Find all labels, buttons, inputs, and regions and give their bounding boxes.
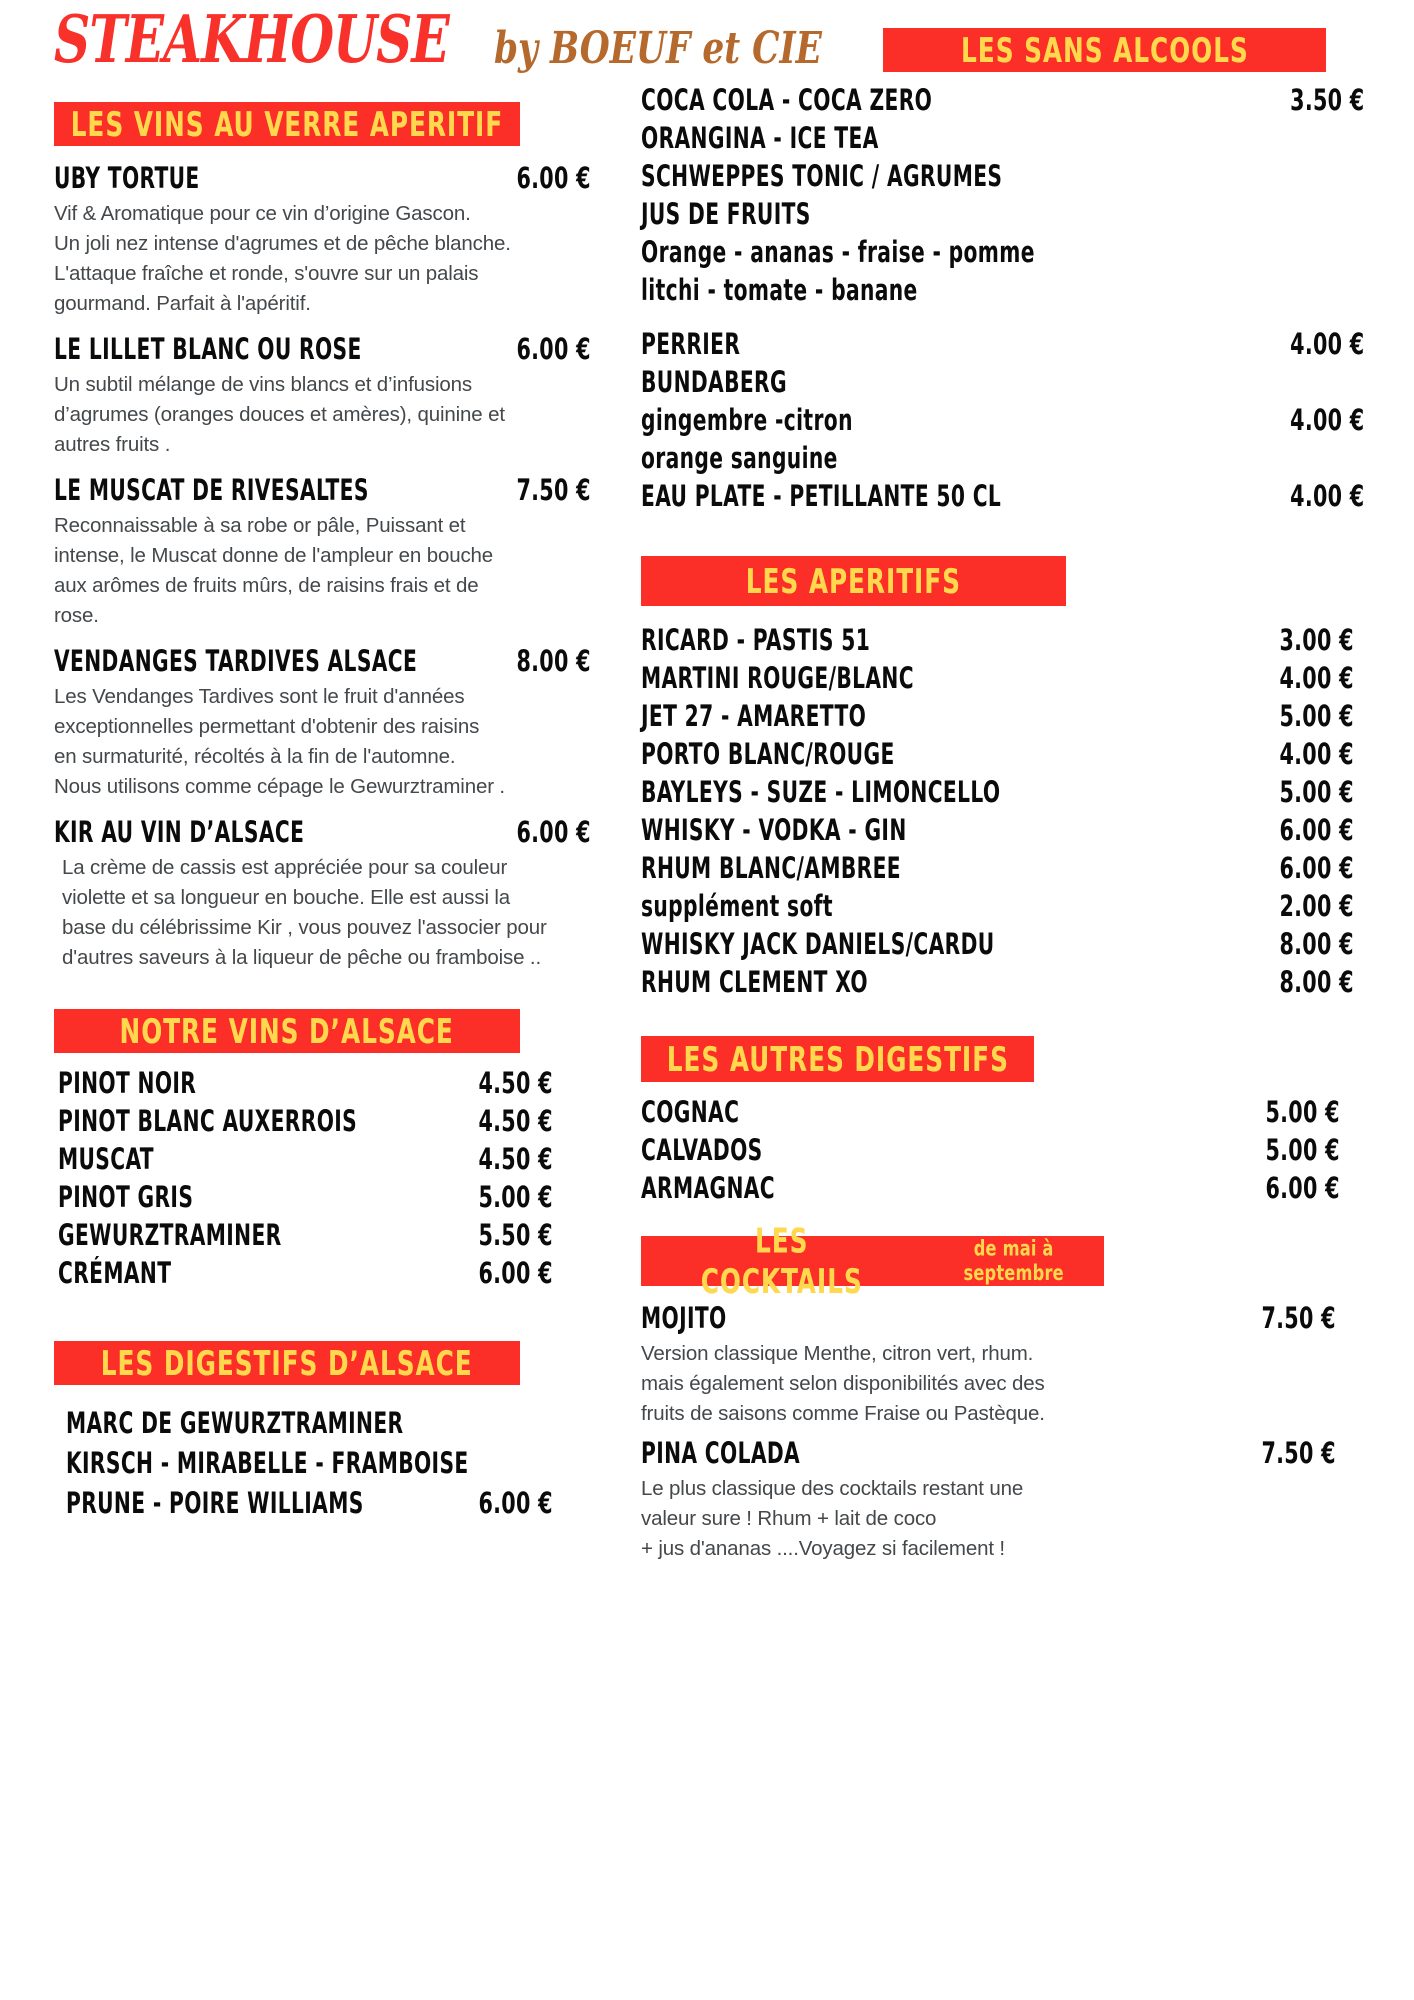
aperitifs-list	[635, 623, 1370, 1008]
item-price: 3.50 €	[1290, 83, 1365, 117]
item-price: 4.50 €	[478, 1142, 553, 1176]
item-name: ARMAGNAC	[641, 1171, 776, 1205]
item-name: PINOT BLANC AUXERROIS	[58, 1104, 358, 1138]
item-name: CALVADOS	[641, 1133, 763, 1167]
right-column	[635, 14, 1370, 2000]
menu-item-row	[58, 1142, 591, 1185]
cocktails-list	[635, 1301, 1370, 1564]
section-header-digestifs-alsace	[54, 1341, 520, 1385]
item-description: Un subtil mélange de vins blancs et d’infusions d’agrumes (oranges douces et amères), quinine et autres fruits .	[54, 373, 505, 456]
item-price: 6.00 €	[478, 1486, 553, 1520]
item-name: VENDANGES TARDIVES ALSACE	[54, 644, 418, 678]
item-price: 7.50 €	[1261, 1301, 1336, 1335]
item-name: MARTINI ROUGE/BLANC	[641, 661, 914, 695]
item-name: RHUM BLANC/AMBREE	[641, 851, 901, 885]
item-name: JUS DE FRUITS	[641, 197, 811, 231]
section-header-sans-alcools	[883, 28, 1326, 72]
item-name: CRÉMANT	[58, 1256, 172, 1290]
menu-item-row	[641, 159, 1370, 202]
section-title-text: NOTRE VINS D’ALSACE	[119, 1010, 455, 1052]
section-note-text: de mai à septembre	[963, 1236, 1064, 1286]
item-name: WHISKY - VODKA - GIN	[641, 813, 907, 847]
item-price: 3.00 €	[1279, 623, 1354, 657]
vins-au-verre-list	[46, 161, 591, 973]
item-price: 5.00 €	[1279, 699, 1354, 733]
menu-item-row	[54, 332, 591, 366]
item-name: litchi - tomate - banane	[641, 273, 918, 307]
section-title-text: LES VINS AU VERRE APERITIF	[70, 103, 504, 145]
item-price: 8.00 €	[1279, 927, 1354, 961]
item-name: supplément soft	[641, 889, 833, 923]
item-name: BAYLEYS - SUZE - LIMONCELLO	[641, 775, 1001, 809]
sans-alcools-list	[635, 83, 1370, 316]
item-price: 4.50 €	[478, 1104, 553, 1138]
item-description: Les Vendanges Tardives sont le fruit d'années exceptionnelles permettant d'obtenir des raisins en surmaturité, récoltés à la fin de l'automne. Nous utilisons comme cépage le Gewurztraminer .	[54, 685, 505, 798]
item-price: 6.00 €	[516, 161, 591, 195]
item-price: 4.00 €	[1290, 403, 1365, 437]
item-name: RICARD - PASTIS 51	[641, 623, 871, 657]
menu-item-row	[66, 1406, 591, 1451]
menu-item-row	[641, 1095, 1370, 1138]
item-name: PORTO BLANC/ROUGE	[641, 737, 895, 771]
item-price: 4.00 €	[1290, 327, 1365, 361]
menu-item-row	[641, 235, 1370, 278]
menu-item-row	[58, 1180, 591, 1223]
item-price: 6.00 €	[516, 332, 591, 366]
menu-item-row	[641, 623, 1370, 666]
item-price: 4.00 €	[1279, 661, 1354, 695]
digestifs-alsace-list	[46, 1406, 591, 1531]
item-name: LE MUSCAT DE RIVESALTES	[54, 473, 369, 507]
menu-item-row	[641, 273, 1370, 316]
sans-alcools-list-2	[635, 316, 1370, 522]
item-name: KIR AU VIN D’ALSACE	[54, 815, 305, 849]
item-name: COCA COLA - COCA ZERO	[641, 83, 933, 117]
item-price: 4.00 €	[1279, 737, 1354, 771]
item-price: 8.00 €	[1279, 965, 1354, 999]
section-header-cocktails	[641, 1220, 1104, 1302]
vins-alsace-list	[46, 1066, 591, 1299]
item-price: 7.50 €	[1261, 1436, 1336, 1470]
menu-item-row	[54, 815, 591, 849]
section-title-text: LES SANS ALCOOLS	[960, 29, 1249, 71]
item-name: GEWURZTRAMINER	[58, 1218, 282, 1252]
section-title-text: LES DIGESTIFS D’ALSACE	[101, 1342, 473, 1384]
menu-item-row	[641, 851, 1370, 894]
menu-item-row	[641, 479, 1370, 522]
item-name: MOJITO	[641, 1301, 727, 1335]
item-name: EAU PLATE - PETILLANTE 50 CL	[641, 479, 1002, 513]
item-description: Le plus classique des cocktails restant une valeur sure ! Rhum + lait de coco + jus d'ananas ....Voyagez si facilement !	[641, 1477, 1024, 1560]
item-description: Reconnaissable à sa robe or pâle, Puissant et intense, le Muscat donne de l'ampleur en bouche aux arômes de fruits mûrs, de raisins frais et de rose.	[54, 514, 494, 627]
menu-item-row	[641, 775, 1370, 818]
item-name: orange sanguine	[641, 441, 838, 475]
menu-item-row	[641, 121, 1370, 164]
menu-item-row	[641, 813, 1370, 856]
item-name: LE LILLET BLANC OU ROSE	[54, 332, 362, 366]
item-price: 5.00 €	[1265, 1133, 1340, 1167]
menu-item-row	[641, 403, 1370, 446]
brand-title	[46, 0, 823, 88]
item-name: COGNAC	[641, 1095, 740, 1129]
item-name: PINA COLADA	[641, 1436, 801, 1470]
wine-item-block	[46, 644, 591, 802]
menu-item-row	[641, 889, 1370, 932]
item-price: 5.00 €	[1279, 775, 1354, 809]
menu-item-row	[641, 197, 1370, 240]
menu-item-row	[641, 1436, 1370, 1470]
wine-item-block	[46, 332, 591, 460]
item-name: PRUNE - POIRE WILLIAMS	[66, 1486, 364, 1520]
item-price: 5.00 €	[1265, 1095, 1340, 1129]
section-title-text: LES APERITIFS	[745, 560, 962, 602]
brand-main-text: STEAKHOUSE	[54, 0, 449, 78]
menu-item-row	[641, 1171, 1370, 1214]
wine-item-block	[46, 161, 591, 319]
menu-item-row	[641, 699, 1370, 742]
item-price: 6.00 €	[1279, 813, 1354, 847]
menu-item-row	[66, 1446, 591, 1491]
item-name: SCHWEPPES TONIC / AGRUMES	[641, 159, 1003, 193]
menu-item-row	[54, 644, 591, 678]
item-price: 6.00 €	[1265, 1171, 1340, 1205]
menu-item-row	[641, 365, 1370, 408]
item-price: 8.00 €	[516, 644, 591, 678]
item-name: BUNDABERG	[641, 365, 787, 399]
menu-item-row	[641, 737, 1370, 780]
item-price: 6.00 €	[478, 1256, 553, 1290]
section-title-text: LES COCKTAILS	[700, 1220, 863, 1302]
menu-item-row	[641, 441, 1370, 484]
item-price: 2.00 €	[1279, 889, 1354, 923]
menu-item-row	[641, 327, 1370, 370]
item-price: 6.00 €	[516, 815, 591, 849]
section-header-aperitifs	[641, 556, 1066, 606]
item-name: MARC DE GEWURZTRAMINER	[66, 1406, 404, 1440]
menu-item-row	[54, 473, 591, 507]
item-price: 5.00 €	[478, 1180, 553, 1214]
wine-item-block	[46, 473, 591, 631]
wine-item-block	[46, 815, 591, 973]
menu-item-row	[58, 1218, 591, 1261]
menu-item-row	[641, 1301, 1370, 1335]
item-name: KIRSCH - MIRABELLE - FRAMBOISE	[66, 1446, 469, 1480]
item-price: 7.50 €	[516, 473, 591, 507]
item-description: La crème de cassis est appréciée pour sa couleur violette et sa longueur en bouche. Elle est aussi la base du célébrissime Kir , vous pouvez l'associer pour d'autres saveurs à la liqueur de pêche ou framboise ..	[62, 856, 547, 969]
item-name: RHUM CLEMENT XO	[641, 965, 868, 999]
item-name: PERRIER	[641, 327, 741, 361]
item-name: PINOT NOIR	[58, 1066, 197, 1100]
section-header-autres-digestifs	[641, 1036, 1034, 1082]
cocktail-item-block	[635, 1436, 1370, 1564]
menu-item-row	[641, 965, 1370, 1008]
section-header-notre-vins-alsace	[54, 1009, 520, 1053]
menu-item-row	[641, 1133, 1370, 1176]
item-name: Orange - ananas - fraise - pomme	[641, 235, 1035, 269]
brand-sub-text: by BOEUF et CIE	[494, 21, 823, 74]
autres-digestifs-list	[635, 1095, 1370, 1214]
item-name: ORANGINA - ICE TEA	[641, 121, 879, 155]
section-title-text: LES AUTRES DIGESTIFS	[666, 1038, 1009, 1080]
item-name: gingembre -citron	[641, 403, 853, 437]
menu-item-row	[54, 161, 591, 195]
cocktail-item-block	[635, 1301, 1370, 1429]
menu-item-row	[58, 1066, 591, 1109]
item-price: 6.00 €	[1279, 851, 1354, 885]
menu-item-row	[641, 927, 1370, 970]
item-price: 4.50 €	[478, 1066, 553, 1100]
item-name: UBY TORTUE	[54, 161, 200, 195]
item-name: WHISKY JACK DANIELS/CARDU	[641, 927, 995, 961]
menu-item-row	[66, 1486, 591, 1531]
menu-item-row	[641, 83, 1370, 126]
item-name: MUSCAT	[58, 1142, 154, 1176]
item-description: Version classique Menthe, citron vert, rhum. mais également selon disponibilités avec des fruits de saisons comme Fraise ou Pastèque.	[641, 1342, 1045, 1425]
item-description: Vif & Aromatique pour ce vin d’origine Gascon. Un joli nez intense d'agrumes et de pêche blanche. L'attaque fraîche et ronde, s'ouvre sur un palais gourmand. Parfait à l'apéritif.	[54, 202, 511, 315]
item-name: JET 27 - AMARETTO	[641, 699, 867, 733]
item-name: PINOT GRIS	[58, 1180, 194, 1214]
item-price: 5.50 €	[478, 1218, 553, 1252]
item-price: 4.00 €	[1290, 479, 1365, 513]
menu-item-row	[641, 661, 1370, 704]
menu-item-row	[58, 1256, 591, 1299]
section-header-vins-au-verre	[54, 102, 520, 146]
menu-item-row	[58, 1104, 591, 1147]
